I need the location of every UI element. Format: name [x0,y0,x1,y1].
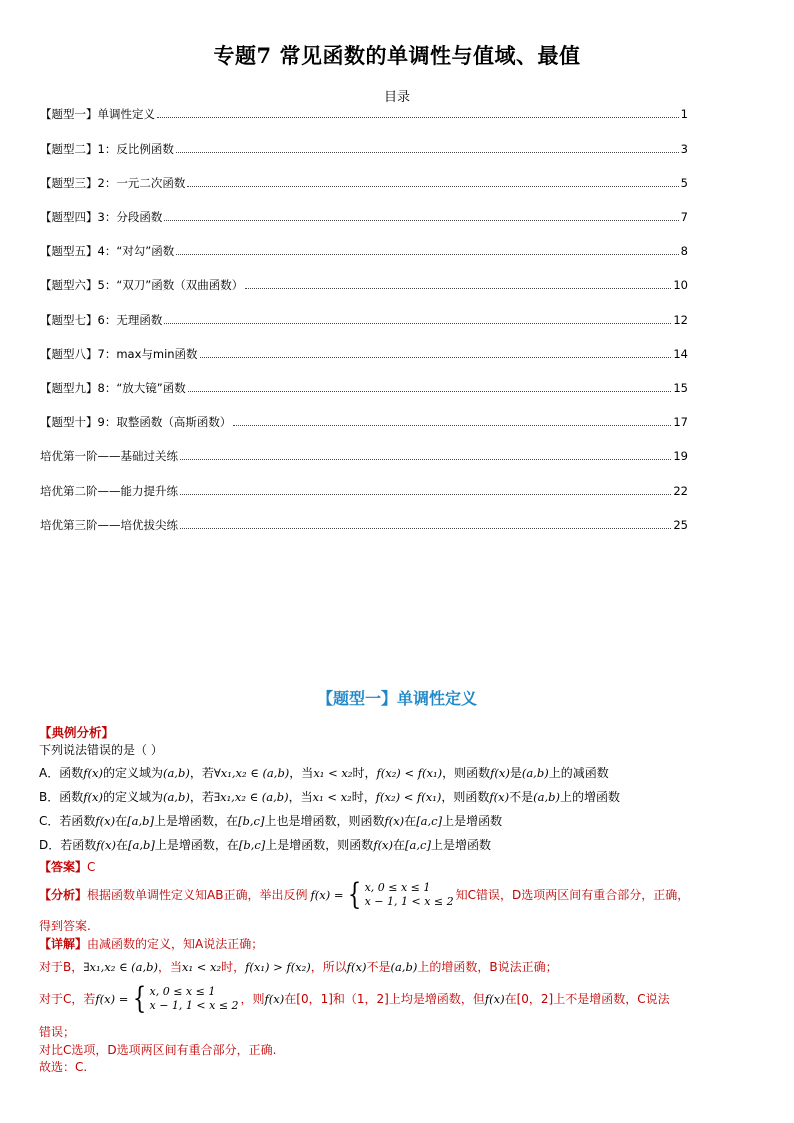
option-d-text: 上是增函数 [430,838,491,852]
toc-leader-dots [187,185,678,187]
piecewise-case: x − 1, 1 < x ≤ 2 [149,999,239,1012]
math-expression: f(x) = [310,888,344,902]
option-a-text: ，则函数 [442,766,491,780]
toc-leader-dots [180,458,671,460]
math-expression: [a,b] [127,814,154,828]
detail-text: ，当 [158,960,183,974]
option-c[interactable] [39,813,502,829]
toc-entry-label: 【题型三】2：一元二次函数 [40,176,186,190]
toc-entry-label: 【题型九】8：“放大镜”函数 [40,381,186,395]
option-d[interactable] [39,837,491,853]
toc-leader-dots [245,287,671,289]
piecewise-case: x, 0 ≤ x ≤ 1 [364,881,431,894]
detail-line: 故选：C. [39,1060,88,1074]
piecewise-function [345,877,454,912]
toc-entry[interactable] [40,241,688,259]
detail-text: ，则 [240,992,265,1006]
detail-text: 上的增函数，B说法正确； [417,960,558,974]
toc-entry[interactable] [40,481,688,499]
toc-leader-dots [176,151,679,153]
option-c-text: 上是增函数 [442,814,503,828]
option-d-text: D．若函数 [39,838,97,852]
math-expression: (a,b) [521,766,549,780]
math-expression: f(x) [490,766,510,780]
toc-entry[interactable] [40,275,688,293]
math-expression: f(x) [346,960,367,974]
piecewise-cases [365,881,454,909]
detail-line: 对比C选项，D选项两区间有重合部分，正确. [39,1043,277,1057]
toc-entry-label: 【题型四】3：分段函数 [40,210,163,224]
option-b-text: 不是 [509,790,534,804]
toc-entry[interactable] [40,104,688,122]
analysis-line [39,878,689,912]
toc-entry-label: 培优第二阶——能力提升练 [40,484,178,498]
math-expression: f(x) = [95,992,129,1006]
toc-entry-label: 【题型五】4：“对勾”函数 [40,244,175,258]
math-expression: [a,c] [416,814,443,828]
option-d-text: 在 [115,838,128,852]
detail-text: 在[0，1]和（1，2]上均是增函数，但 [284,992,485,1006]
toc-heading: 目录 [383,90,410,105]
toc-entry-page: 17 [673,415,688,429]
answer-value: C [87,860,96,874]
option-b-text: ，若 [189,790,214,804]
option-b-text: B．函数 [39,790,84,804]
toc-entry-page: 25 [673,518,688,532]
toc-entry-page: 3 [680,142,688,156]
option-b-text: 时， [351,790,376,804]
analysis-tag: 【分析】 [39,888,88,902]
math-expression: f(x) [373,838,394,852]
math-expression: (a,b) [533,790,560,804]
toc-entry-label: 培优第三阶——培优拔尖练 [40,518,178,532]
math-expression: f(x) [489,790,510,804]
toc-entry-page: 15 [673,381,688,395]
answer-tag: 【答案】 [39,860,88,874]
option-a-text: A．函数 [39,766,84,780]
math-expression: f(x₁) > f(x₂) [245,960,311,974]
toc-entry-page: 5 [680,176,688,190]
toc-entry[interactable] [40,515,688,533]
option-b-text: 上的增函数 [560,790,621,804]
option-a-text: 是 [509,766,522,780]
toc-entry-label: 【题型八】7：max与min函数 [40,347,198,361]
toc-leader-dots [188,390,672,392]
option-a-text: 时， [352,766,377,780]
toc-entry-page: 19 [673,449,688,463]
option-b-text: ，则函数 [441,790,490,804]
math-expression: ∃x₁,x₂ ∈ (a,b) [213,790,289,804]
toc-entry-page: 7 [680,210,688,224]
math-expression: f(x) [95,814,116,828]
piecewise-case: x, 0 ≤ x ≤ 1 [149,985,216,998]
analysis-text: 根据函数单调性定义知AB正确，举出反例 [87,888,308,902]
analysis-line-continued: 得到答案. [39,919,91,933]
detail-line: 错误； [39,1025,76,1039]
math-expression: f(x) [384,814,405,828]
math-expression: f(x) [83,790,103,804]
detail-text: 时， [221,960,246,974]
math-expression: x₁ < x₂ [312,790,352,804]
toc-entry-label: 培优第一阶——基础过关练 [40,449,178,463]
detail-text: 不是 [366,960,391,974]
piecewise-function [130,981,239,1016]
toc-entry-page: 14 [673,347,688,361]
option-a-text: ，若 [189,766,214,780]
option-a-text: 的定义域为 [102,766,163,780]
option-d-text: 上是增函数，在 [154,838,239,852]
toc-entry-page: 10 [673,278,688,292]
detail-text: 在[0，2]上不是增函数，C说法 [504,992,670,1006]
detail-text: 对于C，若 [39,992,96,1006]
math-expression: f(x₂) < f(x₁) [375,790,442,804]
piecewise-cases [150,985,239,1013]
math-expression: ∀x₁,x₂ ∈ (a,b) [213,766,290,780]
option-a[interactable] [39,765,609,781]
detail-line [39,936,263,952]
math-expression: [b,c] [238,814,265,828]
toc-entry[interactable] [40,412,688,430]
option-a-text: 上的减函数 [548,766,609,780]
detail-text: 对于B， [39,960,84,974]
detail-text: 由减函数的定义，知A说法正确； [87,937,264,951]
left-brace-icon: { [133,981,147,1016]
toc-leader-dots [233,424,671,426]
option-b[interactable] [39,789,620,805]
detail-text: ，所以 [310,960,347,974]
math-expression: f(x) [96,838,116,852]
toc-entry[interactable] [40,310,688,328]
option-d-text: 上是增函数，则函数 [265,838,374,852]
detail-line [39,982,670,1016]
math-expression: (a,b) [162,790,190,804]
math-expression: [a,b] [127,838,155,852]
math-expression: ∃x₁,x₂ ∈ (a,b) [83,960,158,974]
document-title: 专题7 常见函数的单调性与值域、最值 [213,43,581,68]
toc-leader-dots [200,356,672,358]
toc-leader-dots [164,219,678,221]
option-c-text: 上是增函数，在 [153,814,238,828]
option-c-text: 上也是增函数，则函数 [264,814,385,828]
toc-entry[interactable] [40,344,688,362]
piecewise-case: x − 1, 1 < x ≤ 2 [364,895,454,908]
math-expression: f(x) [484,992,505,1006]
toc-entry-page: 22 [673,484,688,498]
toc-leader-dots [157,116,679,118]
section-title: 【题型一】单调性定义 [316,689,477,708]
toc-entry[interactable] [40,173,688,191]
question-stem: 下列说法错误的是（ ） [39,743,163,757]
toc-leader-dots [180,527,671,529]
example-analysis-tag: 【典例分析】 [39,725,115,740]
option-d-text: 在 [393,838,406,852]
answer-line [39,859,95,875]
math-expression: [b,c] [238,838,266,852]
detail-line [39,959,558,975]
option-c-text: 在 [404,814,417,828]
math-expression: [a,c] [405,838,431,852]
option-a-text: ，当 [289,766,314,780]
option-c-text: C．若函数 [39,814,96,828]
toc-entry-label: 【题型二】1：反比例函数 [40,142,174,156]
math-expression: f(x) [264,992,285,1006]
option-b-text: ，当 [288,790,313,804]
toc-leader-dots [180,493,671,495]
math-expression: x₁ < x₂ [182,960,222,974]
math-expression: (a,b) [390,960,418,974]
analysis-text: 知C错误，D选项两区间有重合部分，正确， [455,888,690,902]
left-brace-icon: { [348,877,362,912]
toc-entry[interactable] [40,139,688,157]
toc-leader-dots [176,253,678,255]
toc-entry-page: 1 [680,107,688,121]
detail-tag: 【详解】 [39,937,88,951]
toc-entry-label: 【题型六】5：“双刀”函数（双曲函数） [40,278,244,292]
math-expression: f(x) [83,766,103,780]
option-c-text: 在 [115,814,128,828]
math-expression: f(x₂) < f(x₁) [376,766,443,780]
toc-entry[interactable] [40,378,688,396]
math-expression: x₁ < x₂ [313,766,353,780]
toc-entry-label: 【题型十】9：取整函数（高斯函数） [40,415,232,429]
toc-leader-dots [164,322,671,324]
math-expression: (a,b) [162,766,190,780]
toc-entry-page: 8 [680,244,688,258]
toc-entry[interactable] [40,446,688,464]
toc-entry-page: 12 [673,313,688,327]
toc-entry[interactable] [40,207,688,225]
toc-entry-label: 【题型七】6：无理函数 [40,313,163,327]
option-b-text: 的定义域为 [102,790,163,804]
toc-entry-label: 【题型一】单调性定义 [40,107,155,121]
